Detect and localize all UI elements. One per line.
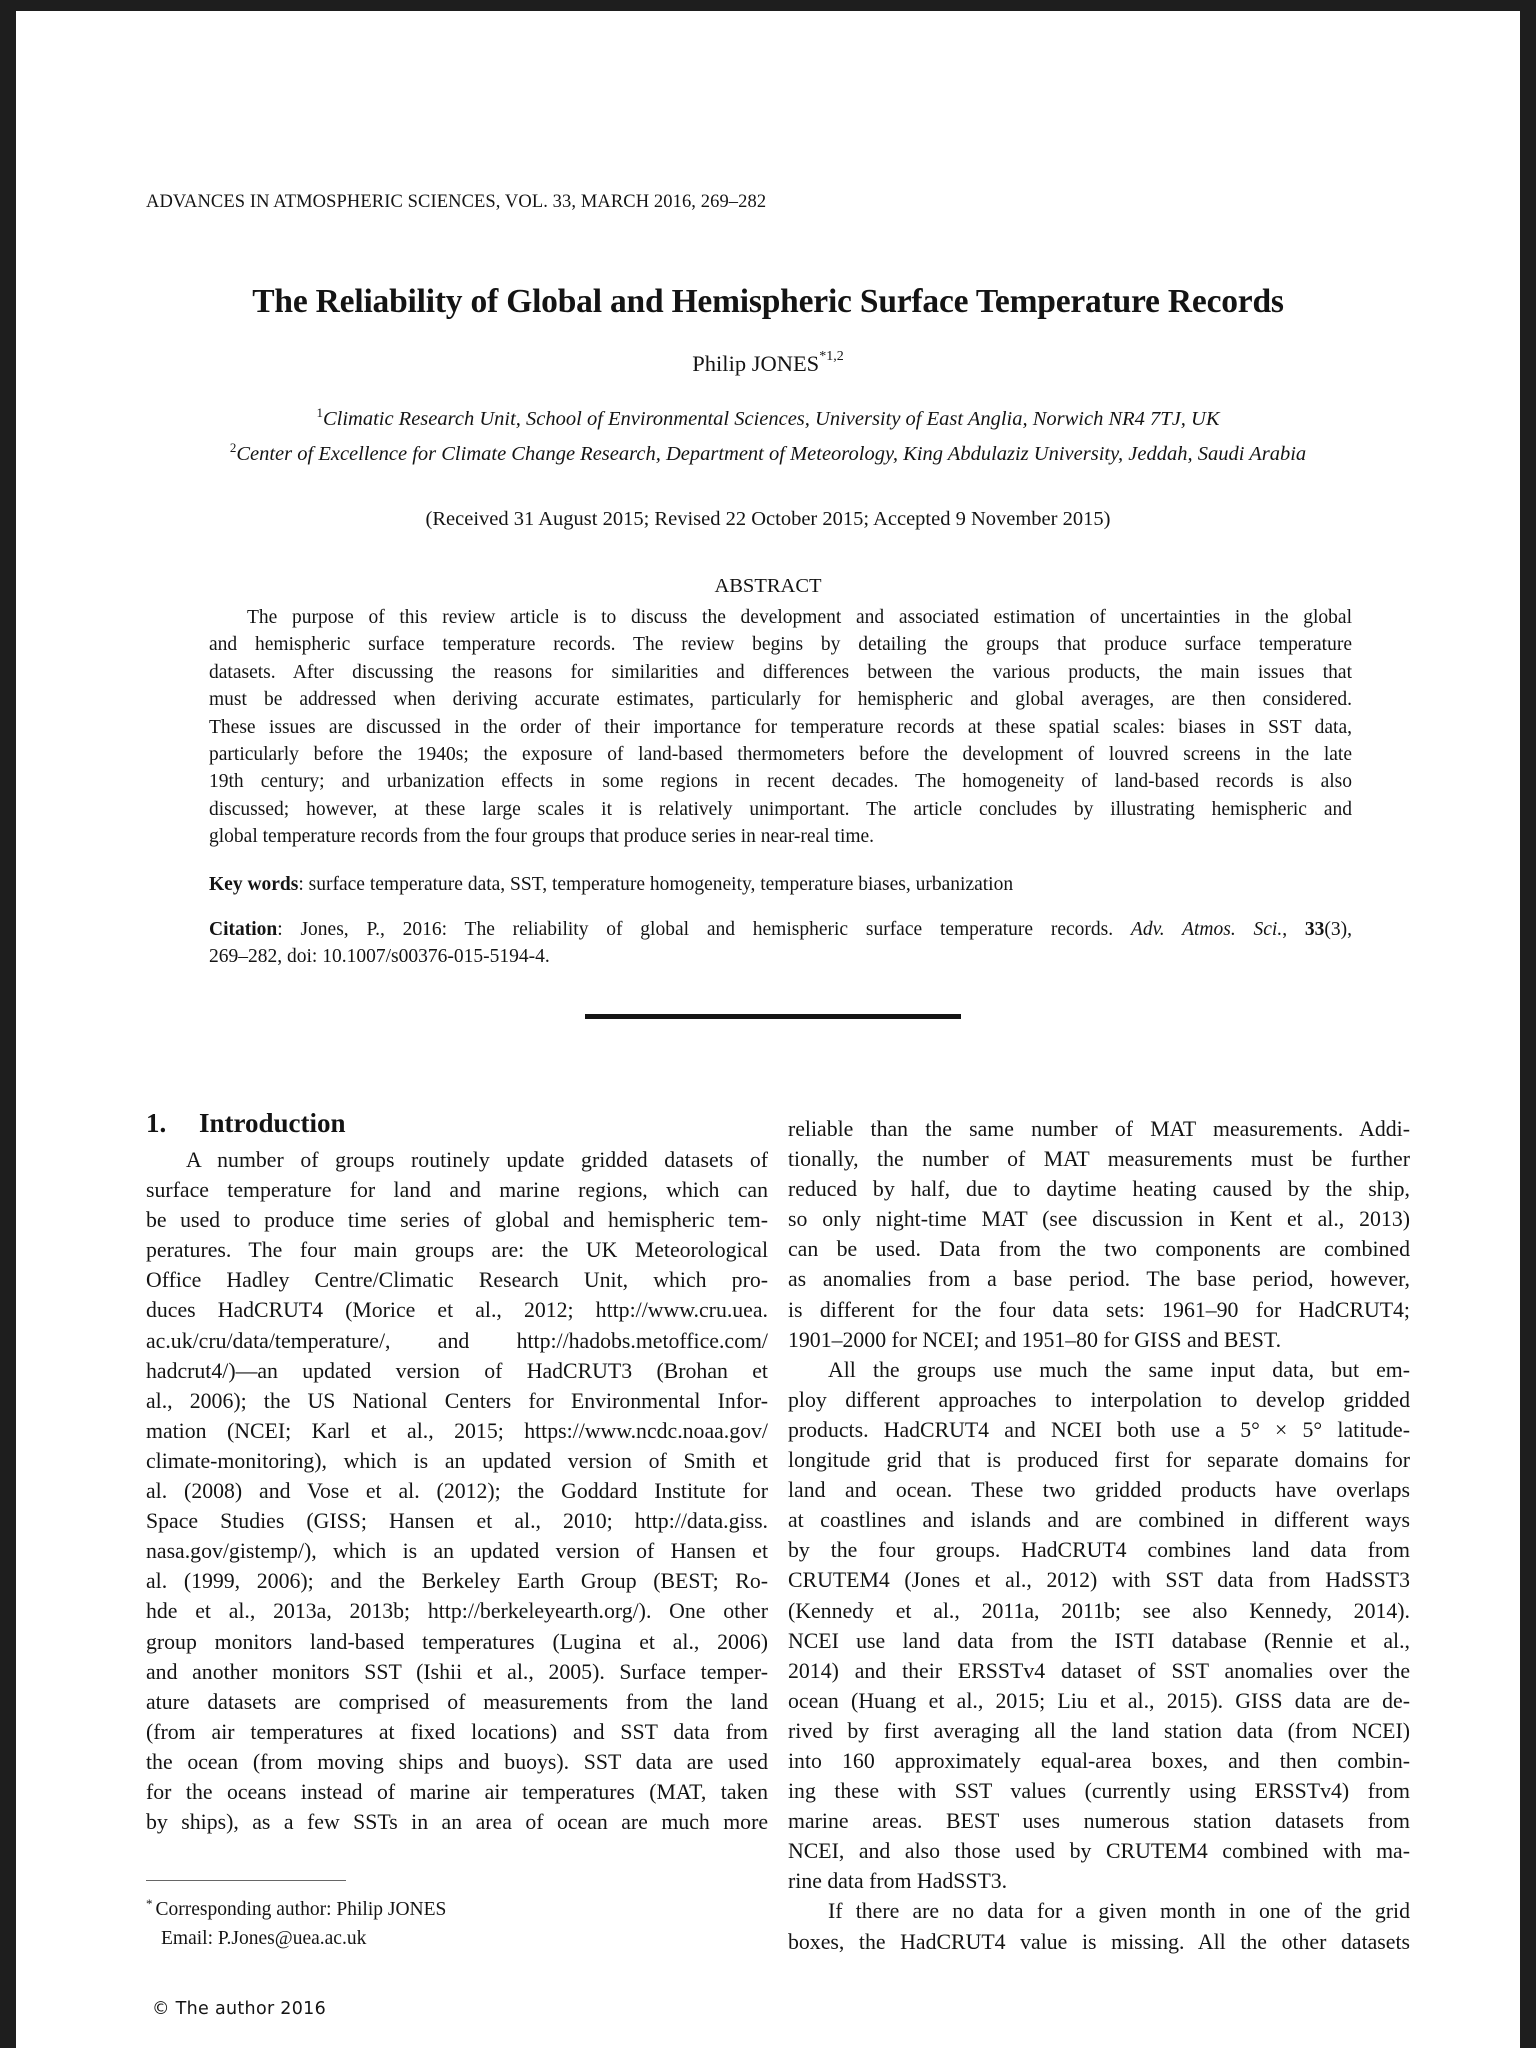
body-text-line: land and ocean. These two gridded products have overlaps: [788, 1478, 1410, 1503]
affiliation-mark: 1: [316, 405, 323, 421]
body-text-line: If there are no data for a given month in one of the grid: [828, 1899, 1410, 1924]
affiliation-mark: 2: [229, 440, 237, 456]
affiliation-1: [0, 405, 1536, 431]
received-dates: (Received 31 August 2015; Revised 22 October 2015; Accepted 9 November 2015): [425, 508, 1111, 530]
journal-header: ADVANCES IN ATMOSPHERIC SCIENCES, VOL. 33, MARCH 2016, 269–282: [146, 192, 767, 212]
affiliation-2: [0, 440, 1536, 466]
body-text-line: CRUTEM4 (Jones et al., 2012) with SST data from HadSST3: [788, 1568, 1410, 1593]
body-text-line: is different for the four data sets: 1961–90 for HadCRUT4;: [788, 1297, 1410, 1322]
section-number: 1.: [146, 1108, 167, 1138]
body-text-line: can be used. Data from the two components are combined: [788, 1237, 1410, 1262]
keywords-text: : surface temperature data, SST, temperature homogeneity, temperature biases, urbanization: [298, 874, 1014, 895]
body-text-line: ing these with SST values (currently using ERSSTv4) from: [788, 1779, 1410, 1804]
abstract-body: [209, 604, 1352, 851]
citation-doi[interactable]: 269–282, doi: 10.1007/s00376-015-5194-4.: [209, 946, 550, 967]
body-text-line: marine areas. BEST uses numerous station datasets from: [788, 1809, 1410, 1834]
body-text-line: tionally, the number of MAT measurements must be further: [788, 1147, 1410, 1172]
body-text-line: al., 2006); the US National Centers for Environmental Infor-: [146, 1388, 768, 1413]
section-divider: [585, 1014, 961, 1019]
citation-line-2: [209, 943, 1352, 970]
abstract-line: 19th century; and urbanization effects in some regions in recent decades. The homogeneity of land-based records is also: [209, 771, 1352, 793]
body-text-line: NCEI, and also those used by CRUTEM4 combined with ma-: [788, 1839, 1410, 1864]
abstract-line: discussed; however, at these large scales it is relatively unimportant. The article concludes by illustrating hemispheric and: [209, 798, 1352, 820]
body-text-line: by ships), as a few SSTs in an area of ocean are much more: [146, 1810, 768, 1835]
body-text-line: (from air temperatures at fixed locations) and SST data from: [146, 1719, 768, 1744]
body-text-line: al. (1999, 2006); and the Berkeley Earth Group (BEST; Ro-: [146, 1569, 768, 1594]
citation-journal: Adv. Atmos. Sci.: [1130, 919, 1283, 940]
corresponding-author: Corresponding author: Philip JONES: [155, 1899, 447, 1920]
abstract-line: must be addressed when deriving accurate estimates, particularly for hemispheric and global averages, are then considered.: [209, 689, 1352, 711]
body-text-line: hde et al., 2013a, 2013b; http://berkeleyearth.org/). One other: [146, 1599, 768, 1624]
body-text-line: surface temperature for land and marine regions, which can: [146, 1178, 768, 1203]
body-text-line: All the groups use much the same input data, but em-: [828, 1357, 1410, 1382]
citation-sep: ,: [1282, 919, 1305, 940]
body-text-line: reduced by half, due to daytime heating caused by the ship,: [788, 1177, 1410, 1202]
citation-issue: (3),: [1324, 919, 1353, 940]
affiliation-text: Center of Excellence for Climate Change Research, Department of Meteorology, King Abdulaziz University, Jeddah, Saudi Arabia: [236, 443, 1307, 465]
affiliation-text: Climatic Research Unit, School of Environmental Sciences, University of East Anglia, Norwich NR4 7TJ, UK: [322, 408, 1220, 430]
body-text-line: hadcrut4/)—an updated version of HadCRUT3 (Brohan et: [146, 1358, 768, 1383]
keywords-label: Key words: [209, 874, 299, 895]
body-text-line: ature datasets are comprised of measurements from the land: [146, 1689, 768, 1714]
body-text-line: rine data from HadSST3.: [788, 1869, 1008, 1894]
body-text-line: peratures. The four main groups are: the UK Meteorological: [146, 1238, 768, 1263]
body-text-line: rived by first averaging all the land station data (from NCEI): [788, 1718, 1410, 1743]
body-text-line: boxes, the HadCRUT4 value is missing. All the other datasets: [788, 1929, 1410, 1954]
body-text-line: at coastlines and islands and are combined in different ways: [788, 1508, 1410, 1533]
abstract-line: datasets. After discussing the reasons for similarities and differences between the various products, the main issues that: [209, 661, 1352, 683]
citation-text: : Jones, P., 2016: The reliability of global and hemispheric surface temperature records.: [277, 919, 1131, 940]
body-text-line: ac.uk/cru/data/temperature/, and http://hadobs.metoffice.com/: [146, 1328, 768, 1353]
abstract-line: particularly before the 1940s; the exposure of land-based thermometers before the development of louvred screens in the late: [209, 743, 1352, 765]
footnote-mark: *: [146, 1895, 153, 1911]
body-text-line: 2014) and their ERSSTv4 dataset of SST anomalies over the: [788, 1658, 1410, 1683]
body-text-line: A number of groups routinely update gridded datasets of: [186, 1148, 768, 1172]
body-text-line: nasa.gov/gistemp/), which is an updated version of Hansen et: [146, 1539, 768, 1564]
citation-label: Citation: [209, 919, 278, 940]
body-text-line: Office Hadley Centre/Climatic Research Unit, which pro-: [146, 1268, 768, 1293]
body-text-line: NCEI use land data from the ISTI database (Rennie et al.,: [788, 1628, 1410, 1653]
abstract-line: The purpose of this review article is to discuss the development and associated estimation of uncertainties in the global: [247, 607, 1352, 628]
right-column: [788, 1114, 1410, 1957]
author-name: Philip JONES: [692, 351, 820, 376]
body-text-line: products. HadCRUT4 and NCEI both use a 5° × 5° latitude-: [788, 1417, 1410, 1442]
body-text-line: into 160 approximately equal-area boxes, and then combin-: [788, 1748, 1410, 1773]
citation-line-1: [209, 916, 1352, 943]
abstract-line: global temperature records from the four groups that produce series in near-real time.: [209, 826, 875, 848]
body-text-line: reliable than the same number of MAT measurements. Addi-: [788, 1117, 1410, 1141]
copyright-notice: © The author 2016: [152, 1999, 327, 2019]
author-line: [0, 348, 1536, 377]
abstract-line: and hemispheric surface temperature records. The review begins by detailing the groups that produce surface temperature: [209, 634, 1352, 656]
body-text-line: the ocean (from moving ships and buoys). SST data are used: [146, 1749, 768, 1774]
body-text-line: al. (2008) and Vose et al. (2012); the Goddard Institute for: [146, 1479, 768, 1504]
author-email[interactable]: Email: P.Jones@uea.ac.uk: [161, 1928, 367, 1949]
body-text-line: Space Studies (GISS; Hansen et al., 2010; http://data.giss.: [146, 1509, 768, 1534]
footnote-rule: [146, 1880, 346, 1881]
author-marks: *1,2: [819, 348, 844, 364]
body-text-line: group monitors land-based temperatures (Lugina et al., 2006): [146, 1629, 768, 1654]
body-text-line: climate-monitoring), which is an updated version of Smith et: [146, 1448, 768, 1473]
left-column: [146, 1145, 768, 1837]
citation-volume: 33: [1304, 919, 1325, 940]
body-text-line: by the four groups. HadCRUT4 combines land data from: [788, 1538, 1410, 1563]
abstract-heading: ABSTRACT: [714, 575, 822, 597]
body-text-line: 1901–2000 for NCEI; and 1951–80 for GISS and BEST.: [788, 1327, 1282, 1352]
body-text-line: longitude grid that is produced first for separate domains for: [788, 1448, 1410, 1473]
body-text-line: ocean (Huang et al., 2015; Liu et al., 2015). GISS data are de-: [788, 1688, 1410, 1713]
body-text-line: as anomalies from a base period. The base period, however,: [788, 1267, 1410, 1292]
citation: [209, 916, 1352, 970]
body-text-line: ploy different approaches to interpolation to develop gridded: [788, 1387, 1410, 1412]
body-text-line: for the oceans instead of marine air temperatures (MAT, taken: [146, 1779, 768, 1804]
section-heading: [146, 1108, 346, 1139]
footnote: [146, 1895, 446, 1953]
keywords: [209, 874, 1013, 896]
body-text-line: be used to produce time series of global and hemispheric tem-: [146, 1208, 768, 1233]
body-text-line: and another monitors SST (Ishii et al., 2005). Surface temper-: [146, 1659, 768, 1684]
body-text-line: so only night-time MAT (see discussion in Kent et al., 2013): [788, 1207, 1410, 1232]
section-title: Introduction: [199, 1108, 346, 1138]
body-text-line: mation (NCEI; Karl et al., 2015; https://www.ncdc.noaa.gov/: [146, 1418, 768, 1443]
abstract-line: These issues are discussed in the order of their importance for temperature records at these spatial scales: biases in SST data,: [209, 716, 1352, 738]
footnote-line: [146, 1895, 447, 1920]
paper-title: The Reliability of Global and Hemispheric Surface Temperature Records: [252, 283, 1284, 320]
body-text-line: (Kennedy et al., 2011a, 2011b; see also Kennedy, 2014).: [788, 1598, 1410, 1623]
body-text-line: duces HadCRUT4 (Morice et al., 2012; http://www.cru.uea.: [146, 1298, 768, 1323]
